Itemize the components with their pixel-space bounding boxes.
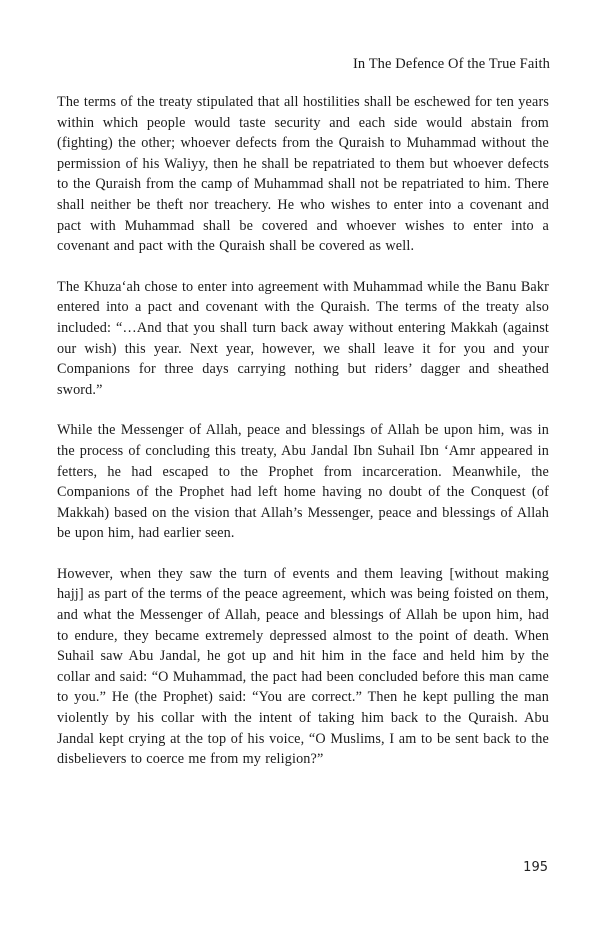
page-number: 195 (523, 860, 548, 875)
page-body (57, 92, 549, 790)
paragraph-companions-reaction: However, when they saw the turn of events and them leaving [without making hajj] as part of the terms of the peace agreement, which was being foisted on them, and what the Messenger of Allah, peace and blessings of Allah be upon him, had to endure, they became extremely depressed almost to the point of death. When Suhail saw Abu Jandal, he got up and hit him in the face and held him by the collar and said: “O Muhammad, the pact had been concluded before this man came to you.” He (the Prophet) said: “You are correct.” Then he kept pulling the man violently by his collar with the intent of taking him back to the Quraish. Abu Jandal kept crying at the top of his voice, “O Muslims, I am to be sent back to the disbelievers to coerce me from my religion?” (57, 565, 549, 768)
paragraph-treaty-terms: The terms of the treaty stipulated that all hostilities shall be eschewed for ten years within which people would taste security and each side would abstain from (fighting) the other; whoever defects from the Quraish to Muhammad without the permission of his Waliyy, then he shall be repatriated to them but whoever defects to the Quraish from the camp of Muhammad shall not be repatriated to him. There shall neither be theft nor treachery. He who wishes to enter into a covenant and pact with Muhammad shall be covered and whoever wishes to enter into a covenant and pact with the Quraish shall be covered as well. (57, 94, 549, 255)
paragraph-khuzaah: The Khuza‘ah chose to enter into agreement with Muhammad while the Banu Bakr entered into a pact and covenant with the Quraish. The terms of the treaty also included: “…And that you shall turn back away without entering Makkah (against our wish) this year. Next year, however, we shall leave it for you and your Companions for three days carrying nothing but riders’ dagger and sheathed sword.” (57, 278, 549, 398)
paragraph-abu-jandal: While the Messenger of Allah, peace and blessings of Allah be upon him, was in the process of concluding this treaty, Abu Jandal Ibn Suhail Ibn ‘Amr appeared in fetters, he had escaped to the Prophet from incarceration. Meanwhile, the Companions of the Prophet had left home having no doubt of the Conquest (of Makkah) based on the vision that Allah’s Messenger, peace and blessings of Allah be upon him, had earlier seen. (57, 422, 549, 542)
running-header: In The Defence Of the True Faith (352, 56, 550, 72)
